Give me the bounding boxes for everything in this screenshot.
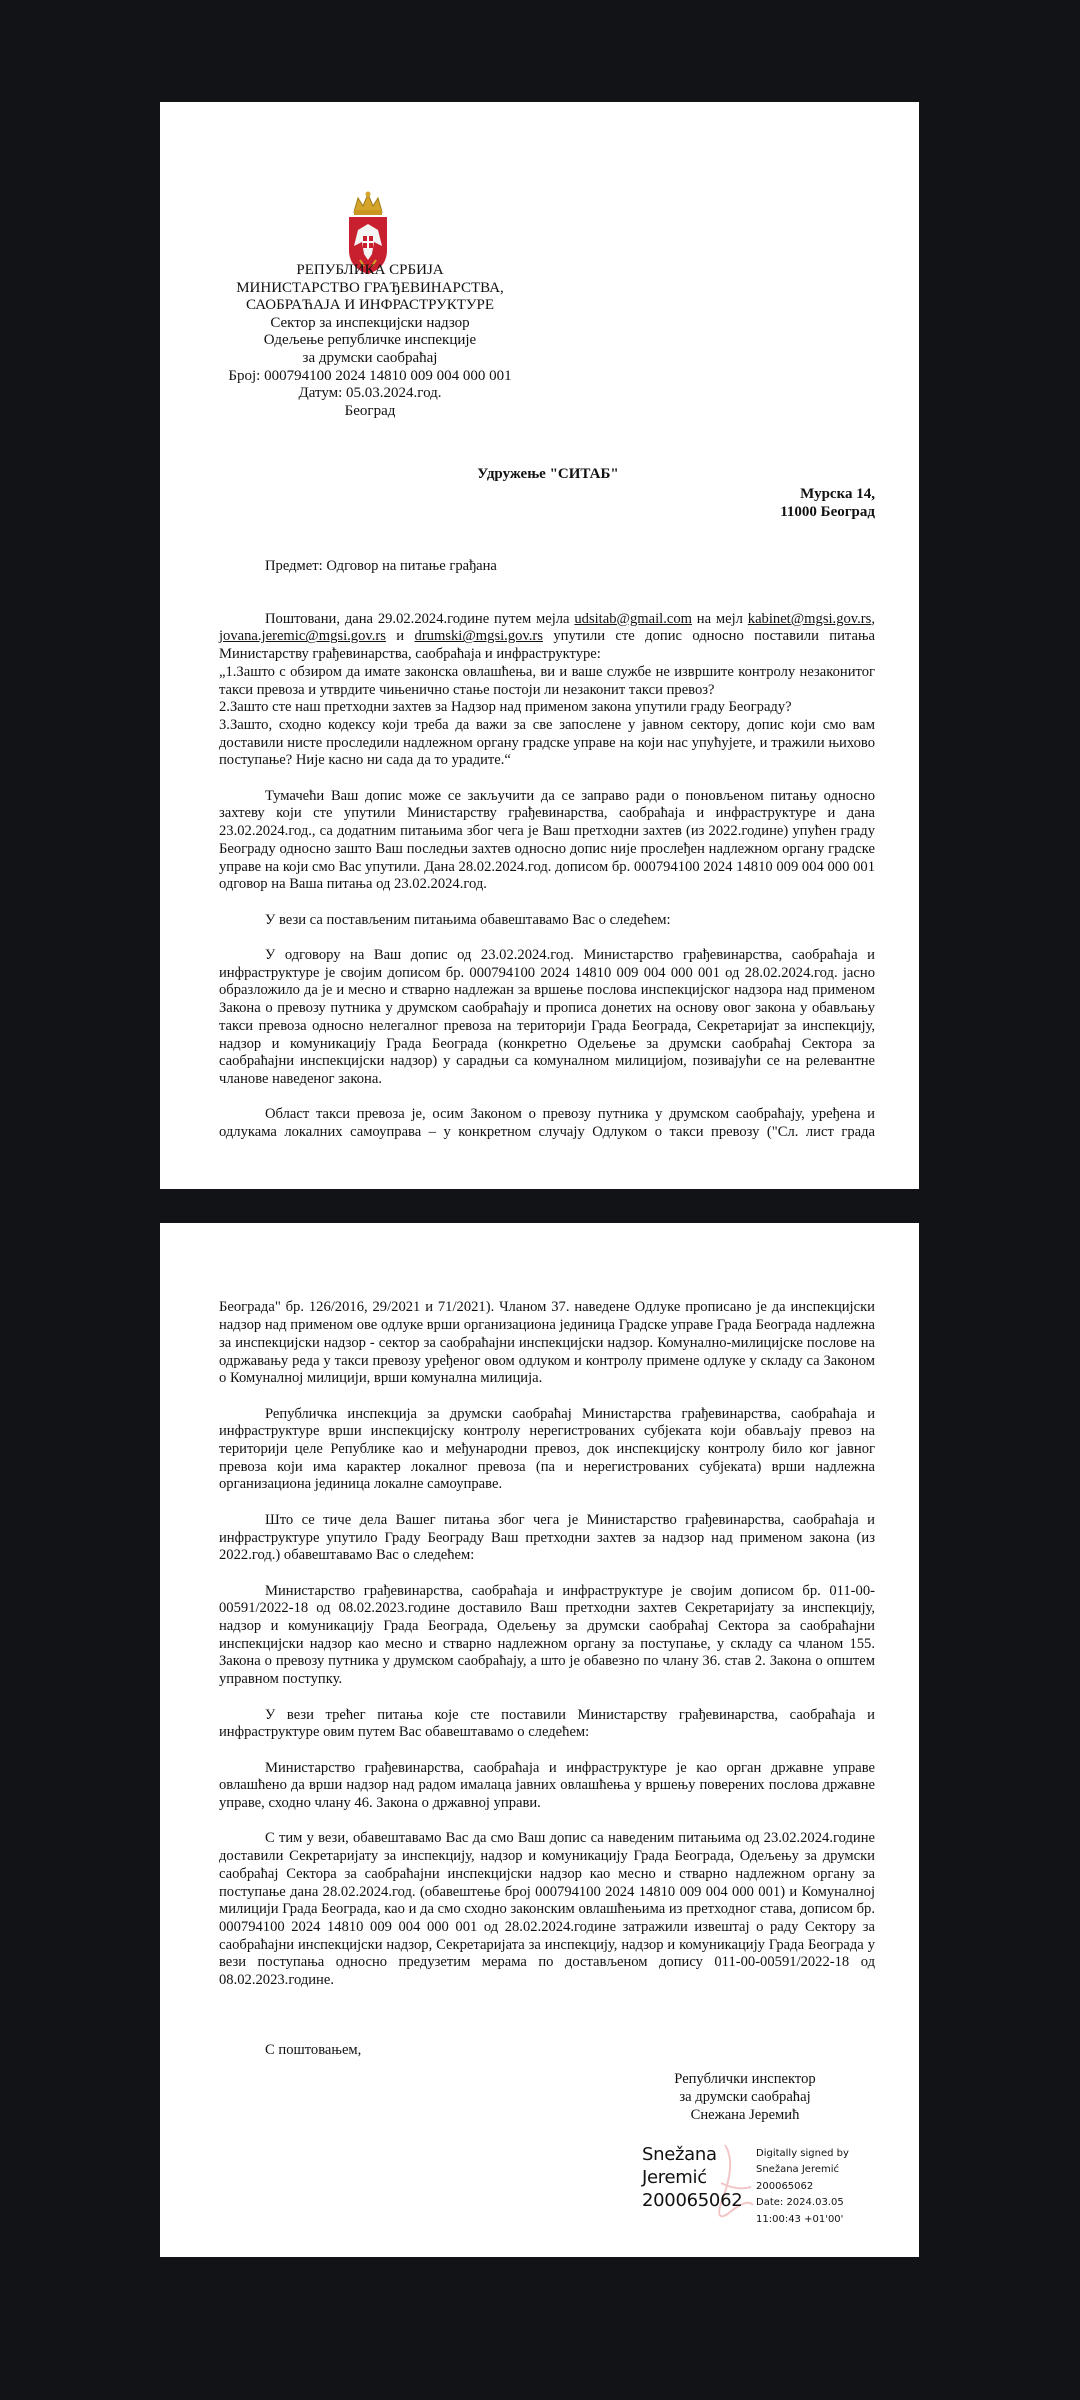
subject: Предмет: Одговор на питање грађана bbox=[265, 558, 497, 574]
paragraph-continuation: Београда" бр. 126/2016, 29/2021 и 71/2021). Чланом 37. наведене Одлуке прописано је да инспекцијски надзор над применом ове одлуке врши организациона јединица Градске управе Града Београда надлежна за инспекцијски надзор - сектор за саобраћајни инспекцијски надзор. Комунално-милицијске послове на одржавању реда у такси превозу уређеног овом одлуком и контролу примене одлуке у складу са Законом о Комуналној милицији, врши комунална милиција. bbox=[219, 1299, 875, 1387]
signature-detail: 11:00:43 +01'00' bbox=[756, 2213, 844, 2225]
letter-body-page-1 bbox=[219, 558, 875, 1142]
signature-detail: 200065062 bbox=[756, 2180, 814, 2192]
signature-name bbox=[642, 2143, 742, 2212]
signature-line: Jeremić bbox=[642, 2166, 707, 2188]
paragraph: У одговору на Ваш допис од 23.02.2024.год. Министарство грађевинарства, саобраћаја и инфраструктуре је својим дописом бр. 000794100 2024 14810 009 004 000 001 од 28.02.2024.год. јасно образложило да је и месно и стварно надлежан за вршење послова инспекцијског надзора над применом Закона о превозу путника у друмском саобраћају и прописа донетих на основу овог закона у обављању такси превоза односно нелегалног превоза на територији Града Београда, Секретаријат за инспекцију, надзор и комуникацију Града Београда (конкретно Одељење за друмски саобраћај Сектора за саобраћајни инспекцијски надзор) у сарадњи са комуналном милицијом, позивајући се на релевантне чланове наведеног закона. bbox=[219, 947, 875, 1087]
letterhead-line: Сектор за инспекцијски надзор bbox=[270, 314, 470, 331]
digital-signature[interactable] bbox=[642, 2143, 902, 2227]
question-3: 3.Зашто, сходно кодексу који треба да важи за све запослене у јавном сектору, допис који смо вам доставили нисте проследили надлежном органу градске управе на који нас упућујете, и тражили њихово поступање? Није касно ни сада да то урадите.“ bbox=[219, 716, 875, 769]
paragraph: Министарство грађевинарства, саобраћаја и инфраструктуре је својим дописом бр. 011-00-00591/2022-18 од 08.02.2023.године доставило Ваш претходни захтев Секретаријату за инспекцију, надзор и комуникацију Града Београда, Одељењу за друмски саобраћај Сектора за саобраћајни инспекцијски надзор као месно и стварно надлежном органу за поступање, у складу са чланом 155. Закона о превозу путника у друмском саобраћају, а што је обавезно по члану 36. став 2. Закона о општем управном поступку. bbox=[219, 1582, 875, 1688]
signer-title: Републички инспектор bbox=[674, 2071, 816, 2088]
paragraph: Тумачећи Ваш допис може се закључити да се заправо ради о поновљеном питању односно захтеву који сте упутили Министарству грађевинарства, саобраћаја и инфраструктуре и дана 23.02.2024.год., са додатним питањима због чега је Ваш претходни захтев (из 2022.године) упућен граду Београду односно зашто Ваш последњи захтев односно допис није прослеђен надлежном органу градске управе на који смо Вас упутили. Дана 28.02.2024.год. дописом бр. 000794100 2024 14810 009 004 000 001 одговор на Ваша питања од 23.02.2024.год. bbox=[219, 787, 875, 893]
greeting-text: Поштовани, дана 29.02.2024.године путем мејла bbox=[265, 610, 575, 627]
signer-name: Снежана Јеремић bbox=[690, 2106, 800, 2123]
signature-line: Snežana bbox=[642, 2143, 717, 2165]
email-link-kabinet[interactable]: kabinet@mgsi.gov.rs bbox=[747, 610, 872, 627]
document-page-2 bbox=[160, 1223, 919, 2256]
letter-body-page-2 bbox=[219, 1299, 875, 1989]
closing: С поштовањем, bbox=[265, 2041, 362, 2058]
paragraph: С тим у вези, обавештавамо Вас да смо Ваш допис са наведеним питањима од 23.02.2024.године доставили Секретаријату за инспекцију, надзор и комуникацију Града Београда, Одељењу за друмски саобраћај Сектора за саобраћајни инспекцијски надзор као месно и стварно надлежном органу за поступање дана 28.02.2024.год. (обавештење број 000794100 2024 14810 009 004 000 001) и Комуналној милицији Града Београда, као и да смо сходно законским овлашћењима из претходног става, дописом бр. 000794100 2024 14810 009 004 000 001 од 28.02.2024.године затражили извештај о раду Сектору за саобраћајни инспекцијски надзор, Секретаријата за инспекцију, надзор и комуникацију Града Београда у вези поступања односно предузетим мерама по достављеном допису 011-00-00591/2022-18 од 08.02.2023.године. bbox=[219, 1830, 875, 1989]
letterhead-line: Одељење републичке инспекције bbox=[263, 332, 477, 349]
paragraph: Област такси превоза је, осим Законом о превозу путника у друмском саобраћају, уређена и одлукама локалних самоуправа – у конкретном случају Одлуком о такси превозу ("Сл. лист града bbox=[219, 1106, 875, 1141]
recipient-city: 11000 Београд bbox=[780, 503, 875, 520]
recipient-address bbox=[780, 486, 875, 521]
greeting-text: и bbox=[385, 628, 415, 645]
paragraph: Министарство грађевинарства, саобраћаја и инфраструктуре је као орган државне управе овлашћено да врши надзор над радом ималаца јавних овлашћења у вршењу поверених послова државне управе, сходно члану 46. Закона о државној управи. bbox=[219, 1759, 875, 1812]
signer-department: за друмски саобраћај bbox=[679, 2089, 811, 2106]
email-link-jovana[interactable]: jovana.jeremic@mgsi.gov.rs bbox=[219, 628, 386, 645]
signature-detail: Snežana Jeremić bbox=[756, 2164, 840, 2176]
letterhead-line: за друмски саобраћај bbox=[302, 349, 438, 366]
paragraph: У вези са постављеним питањима обавештавамо Вас о следећем: bbox=[265, 911, 671, 928]
letterhead bbox=[200, 262, 540, 420]
email-link-sender[interactable]: udsitab@gmail.com bbox=[574, 610, 692, 627]
quoted-questions bbox=[219, 664, 875, 770]
letterhead-line: САОБРАЋАЈА И ИНФРАСТРУКТУРЕ bbox=[245, 297, 495, 314]
signer-block bbox=[620, 2071, 870, 2124]
question-1: „1.Зашто с обзиром да имате законска овлашћења, ви и ваше службе не извршите контролу незаконитог такси превоза и утврдите чињенично стање постоји ли незаконит такси превоз? bbox=[219, 663, 875, 698]
paragraph: Што се тиче дела Вашег питања због чега је Министарство грађевинарства, саобраћаја и инфраструктуре упутило Граду Београду Ваш претходни захтев за надзор над применом закона (из 2022.год.) обавештавамо Вас о следећем: bbox=[219, 1511, 875, 1564]
letterhead-line: МИНИСТАРСТВО ГРАЂЕВИНАРСТВА, bbox=[236, 279, 504, 296]
letterhead-line: РЕПУБЛИКА СРБИЈА bbox=[296, 262, 444, 278]
greeting-text: на мејл bbox=[691, 610, 748, 627]
signature-line: 200065062 bbox=[642, 2189, 743, 2211]
paragraph: Републичка инспекција за друмски саобраћај Министарства грађевинарства, саобраћаја и инфраструктуре врши инспекцијску контролу нерегистрованих субјеката који обављају превоз на територији целе Републике као и међународни превоз, док инспекцијску контролу било ког јавног превоза који има карактер локалног превоза (па и нерегистрованих субјеката) врши надлежна организациона јединица локалне самоуправе. bbox=[219, 1405, 875, 1493]
signature-detail: Digitally signed by bbox=[756, 2147, 849, 2159]
paragraph: У вези трећег питања које сте поставили Министарству грађевинарства, саобраћаја и инфраструктуре овим путем Вас обавештавамо о следећем: bbox=[219, 1706, 875, 1741]
question-2: 2.Зашто сте наш претходни захтев за Надзор над применом закона упутили граду Београду? bbox=[219, 699, 792, 716]
recipient-street: Мурска 14, bbox=[800, 486, 875, 502]
recipient-name: Удружење "СИТАБ" bbox=[477, 466, 619, 482]
signature-details bbox=[756, 2146, 849, 2229]
greeting-paragraph bbox=[219, 611, 875, 664]
document-number: Број: 000794100 2024 14810 009 004 000 001 bbox=[228, 367, 512, 384]
document-date: Датум: 05.03.2024.год. bbox=[298, 385, 442, 402]
greeting-text: , bbox=[871, 610, 875, 627]
document-page-1 bbox=[160, 102, 919, 1189]
document-place: Београд bbox=[344, 402, 396, 419]
greeting-text: упутили сте допис односно поставили питања Министарству грађевинарства, саобраћаја и инфраструктуре: bbox=[219, 628, 875, 663]
signature-detail: Date: 2024.03.05 bbox=[756, 2197, 844, 2209]
email-link-drumski[interactable]: drumski@mgsi.gov.rs bbox=[414, 628, 543, 645]
